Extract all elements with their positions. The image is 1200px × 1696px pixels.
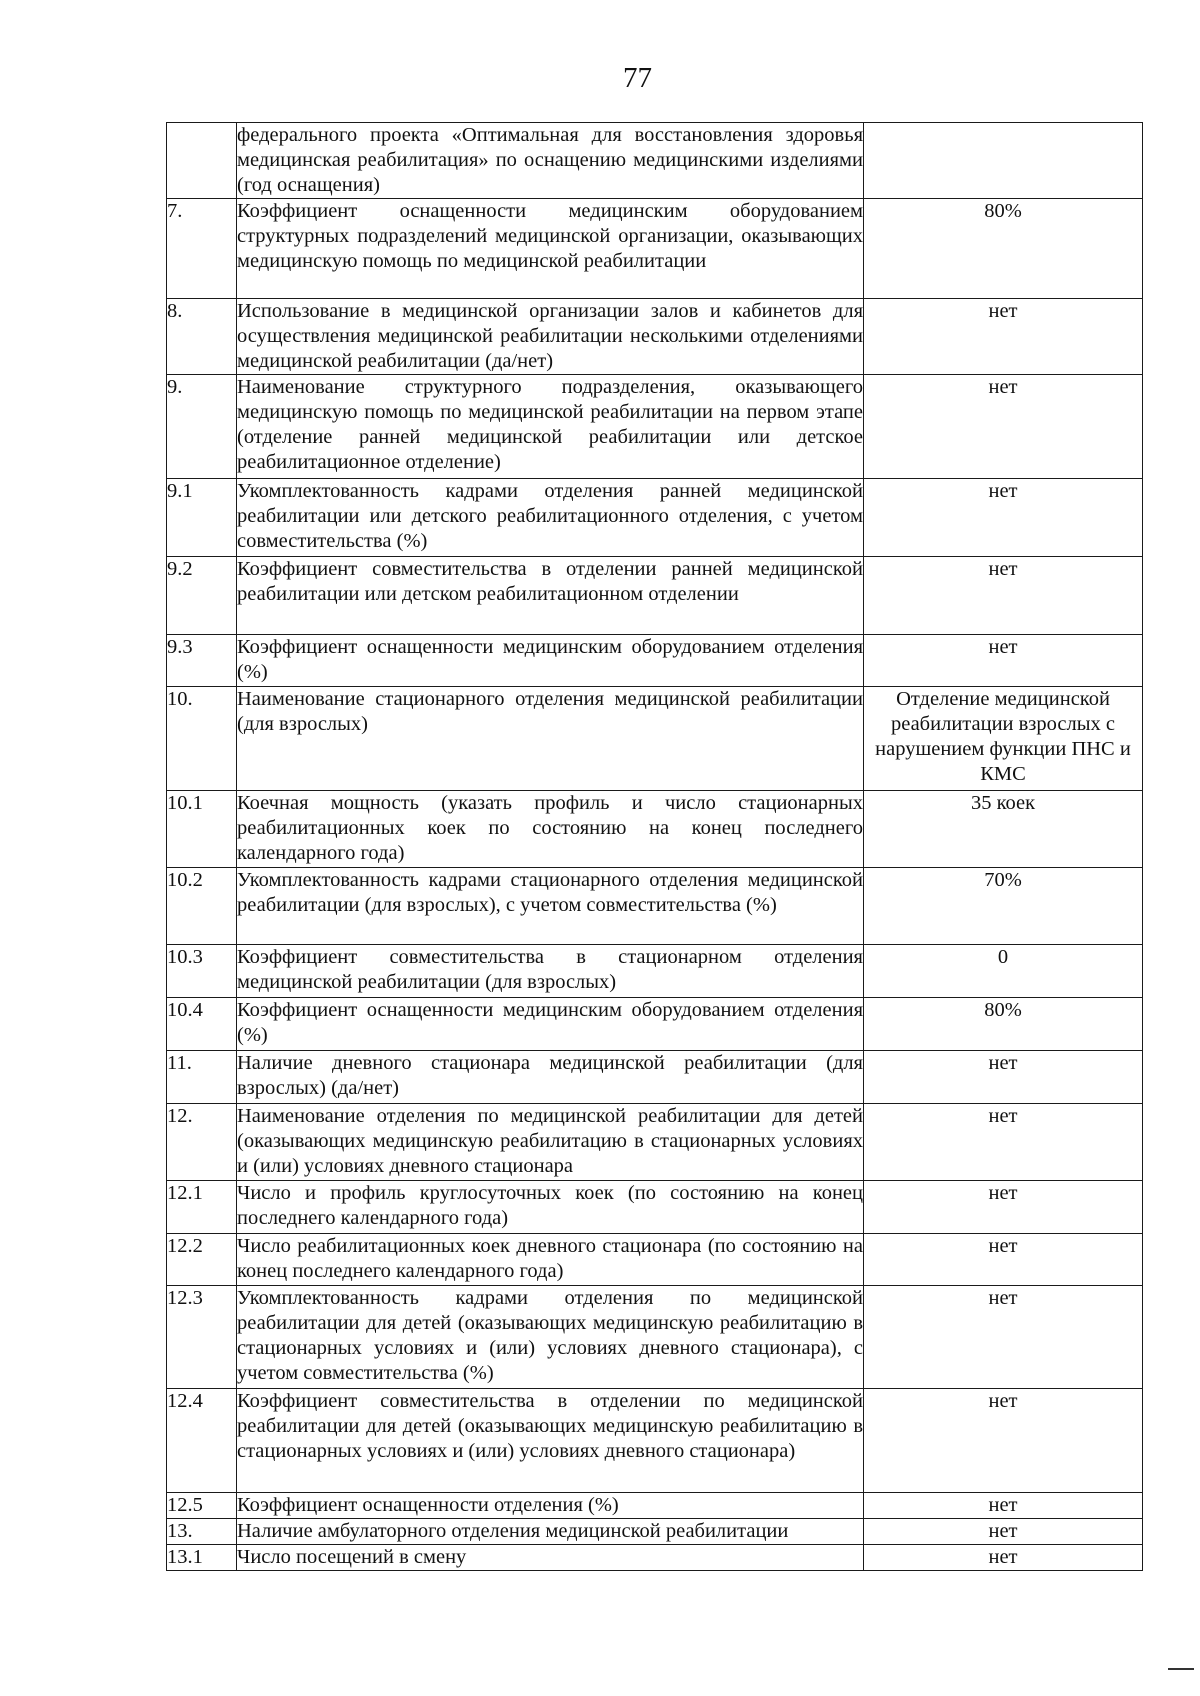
- row-value: нет: [864, 635, 1143, 687]
- row-value: 70%: [864, 868, 1143, 945]
- row-value: нет: [864, 1389, 1143, 1493]
- table-row: [167, 1493, 1143, 1519]
- row-number: 10.3: [167, 945, 237, 998]
- row-indicator: Укомплектованность кадрами отделения по медицинской реабилитации для детей (оказывающих медицинскую реабилитацию в стационарных условиях и (или) условиях дневного стационара), с учетом совместительства (%): [237, 1286, 864, 1389]
- row-indicator: Коэффициент совместительства в стационарном отделения медицинской реабилитации (для взрослых): [237, 945, 864, 998]
- row-value: нет: [864, 557, 1143, 635]
- table-row: [167, 868, 1143, 945]
- row-value: нет: [864, 375, 1143, 479]
- row-indicator: Коэффициент оснащенности медицинским оборудованием отделения (%): [237, 998, 864, 1051]
- table-row: [167, 199, 1143, 299]
- row-number: 12.: [167, 1104, 237, 1181]
- row-number: 8.: [167, 299, 237, 375]
- row-value: нет: [864, 1181, 1143, 1234]
- row-indicator: Коэффициент оснащенности отделения (%): [237, 1493, 864, 1519]
- table-row: [167, 557, 1143, 635]
- table-row: [167, 123, 1143, 199]
- row-value: 80%: [864, 998, 1143, 1051]
- row-number: 10.: [167, 687, 237, 791]
- row-indicator: Коэффициент совместительства в отделении по медицинской реабилитации для детей (оказывающих медицинскую реабилитацию в стационарных условиях и (или) условиях дневного стационара): [237, 1389, 864, 1493]
- table-row: [167, 1389, 1143, 1493]
- page-number: 77: [623, 62, 652, 94]
- table-row: [167, 1545, 1143, 1571]
- row-number: 10.1: [167, 791, 237, 868]
- row-value: 35 коек: [864, 791, 1143, 868]
- table-row: [167, 1519, 1143, 1545]
- row-indicator: Число и профиль круглосуточных коек (по состоянию на конец последнего календарного года): [237, 1181, 864, 1234]
- row-value: нет: [864, 299, 1143, 375]
- row-indicator: Число реабилитационных коек дневного стационара (по состоянию на конец последнего календарного года): [237, 1234, 864, 1286]
- table-row: [167, 1104, 1143, 1181]
- table-row: [167, 635, 1143, 687]
- table-row: [167, 1181, 1143, 1234]
- table-row: [167, 299, 1143, 375]
- row-number: [167, 123, 237, 199]
- row-indicator: Коэффициент оснащенности медицинским оборудованием отделения (%): [237, 635, 864, 687]
- row-indicator: Наименование отделения по медицинской реабилитации для детей (оказывающих медицинскую реабилитацию в стационарных условиях и (или) условиях дневного стационара: [237, 1104, 864, 1181]
- indicators-table: [166, 122, 1143, 1571]
- row-number: 12.1: [167, 1181, 237, 1234]
- table-row: [167, 687, 1143, 791]
- table-row: [167, 945, 1143, 998]
- row-number: 12.4: [167, 1389, 237, 1493]
- table-row: [167, 1286, 1143, 1389]
- row-indicator: Коэффициент оснащенности медицинским оборудованием структурных подразделений медицинской организации, оказывающих медицинскую помощь по медицинской реабилитации: [237, 199, 864, 299]
- row-number: 10.2: [167, 868, 237, 945]
- row-value: нет: [864, 1286, 1143, 1389]
- row-value: 0: [864, 945, 1143, 998]
- row-number: 10.4: [167, 998, 237, 1051]
- row-value: нет: [864, 479, 1143, 557]
- scan-mark: [1168, 1668, 1194, 1670]
- row-number: 9.2: [167, 557, 237, 635]
- table-row: [167, 375, 1143, 479]
- row-indicator: Наличие дневного стационара медицинской реабилитации (для взрослых) (да/нет): [237, 1051, 864, 1104]
- row-number: 9.: [167, 375, 237, 479]
- row-number: 9.3: [167, 635, 237, 687]
- row-number: 12.5: [167, 1493, 237, 1519]
- row-value: нет: [864, 1104, 1143, 1181]
- row-indicator: Укомплектованность кадрами отделения ранней медицинской реабилитации или детского реабилитационного отделения, с учетом совместительства (%): [237, 479, 864, 557]
- row-indicator: Использование в медицинской организации залов и кабинетов для осуществления медицинской реабилитации несколькими отделениями медицинской реабилитации (да/нет): [237, 299, 864, 375]
- row-indicator: Наименование стационарного отделения медицинской реабилитации (для взрослых): [237, 687, 864, 791]
- table-row: [167, 998, 1143, 1051]
- row-number: 9.1: [167, 479, 237, 557]
- row-value: Отделение медицинской реабилитации взрослых с нарушением функции ПНС и КМС: [864, 687, 1143, 791]
- row-number: 7.: [167, 199, 237, 299]
- table-row: [167, 1234, 1143, 1286]
- row-number: 13.: [167, 1519, 237, 1545]
- row-number: 12.2: [167, 1234, 237, 1286]
- row-indicator: федерального проекта «Оптимальная для восстановления здоровья медицинская реабилитация» по оснащению медицинскими изделиями (год оснащения): [237, 123, 864, 199]
- row-value: 80%: [864, 199, 1143, 299]
- table-row: [167, 791, 1143, 868]
- row-indicator: Наименование структурного подразделения, оказывающего медицинскую помощь по медицинской реабилитации на первом этапе (отделение ранней медицинской реабилитации или детское реабилитационное отделение): [237, 375, 864, 479]
- row-value: [864, 123, 1143, 199]
- row-number: 13.1: [167, 1545, 237, 1571]
- row-value: нет: [864, 1519, 1143, 1545]
- row-value: нет: [864, 1545, 1143, 1571]
- row-indicator: Наличие амбулаторного отделения медицинской реабилитации: [237, 1519, 864, 1545]
- row-number: 12.3: [167, 1286, 237, 1389]
- row-indicator: Число посещений в смену: [237, 1545, 864, 1571]
- row-indicator: Укомплектованность кадрами стационарного отделения медицинской реабилитации (для взрослых), с учетом совместительства (%): [237, 868, 864, 945]
- table-row: [167, 1051, 1143, 1104]
- row-number: 11.: [167, 1051, 237, 1104]
- row-value: нет: [864, 1234, 1143, 1286]
- row-indicator: Коечная мощность (указать профиль и число стационарных реабилитационных коек по состоянию на конец последнего календарного года): [237, 791, 864, 868]
- row-indicator: Коэффициент совместительства в отделении ранней медицинской реабилитации или детском реабилитационном отделении: [237, 557, 864, 635]
- row-value: нет: [864, 1493, 1143, 1519]
- table-row: [167, 479, 1143, 557]
- row-value: нет: [864, 1051, 1143, 1104]
